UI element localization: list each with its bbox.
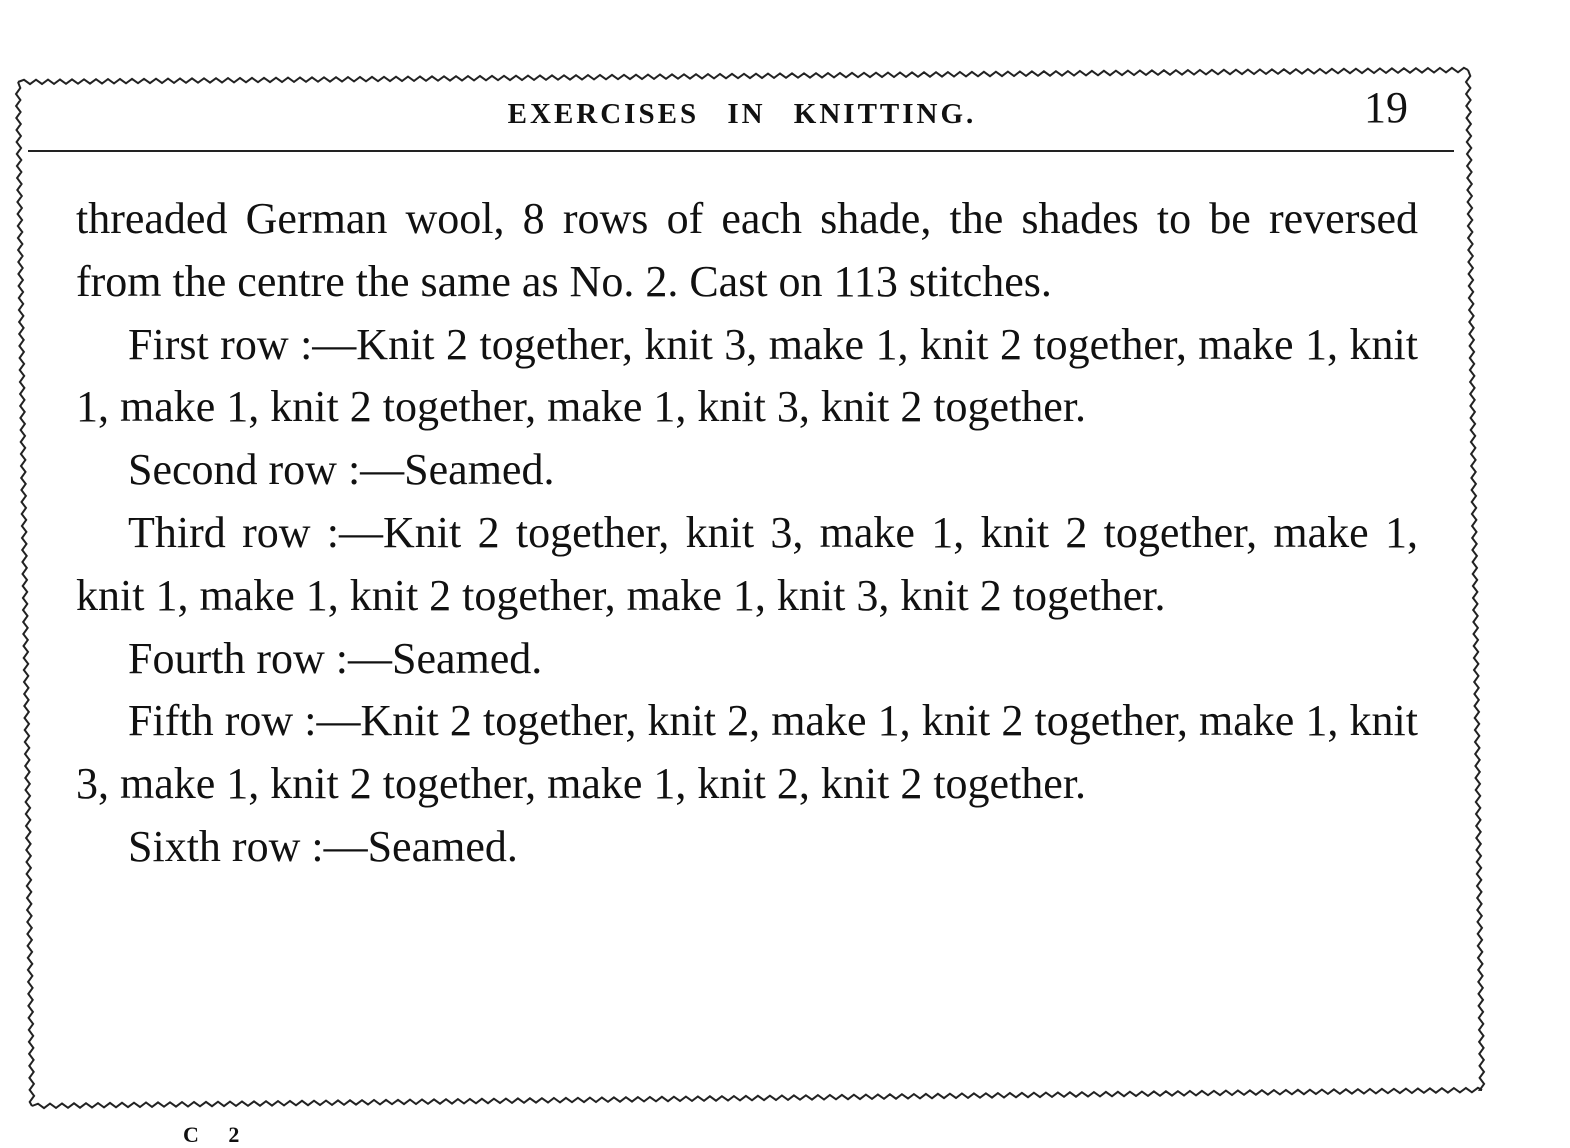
paragraph-fourth-row: Fourth row :—Seamed. bbox=[128, 633, 543, 683]
running-head: EXERCISES IN KNITTING. bbox=[507, 98, 977, 130]
paragraph-second-row: Second row :—Seamed. bbox=[128, 445, 555, 495]
paragraph-first-row: First row :—Knit 2 together, knit 3, make 1, knit 2 together, make 1, knit 1, make 1, knit 2 together, make 1, knit 3, knit 2 together. bbox=[76, 319, 1418, 432]
page-number: 19 bbox=[1364, 83, 1408, 132]
border-left-edge bbox=[16, 82, 34, 1106]
paragraph-third-row: Third row :—Knit 2 together, knit 3, make 1, knit 2 together, make 1, knit 1, make 1, knit 2 together, make 1, knit 3, knit 2 together. bbox=[76, 507, 1418, 620]
signature-mark: C 2 bbox=[183, 1122, 252, 1147]
header-rule bbox=[28, 150, 1454, 152]
body-text bbox=[76, 188, 1418, 879]
paragraph-intro: threaded German wool, 8 rows of each shade, the shades to be reversed from the centre the same as No. 2. Cast on 113 stitches. bbox=[76, 194, 1418, 306]
border-bottom-edge bbox=[32, 1088, 1482, 1108]
paragraph-fifth-row: Fifth row :—Knit 2 together, knit 2, make 1, knit 2 together, make 1, knit 3, make 1, knit 2 together, make 1, knit 2, knit 2 together. bbox=[76, 696, 1418, 809]
border-right-edge bbox=[1466, 70, 1484, 1090]
paragraph-sixth-row: Sixth row :—Seamed. bbox=[128, 821, 518, 871]
border-top-edge bbox=[18, 68, 1468, 84]
